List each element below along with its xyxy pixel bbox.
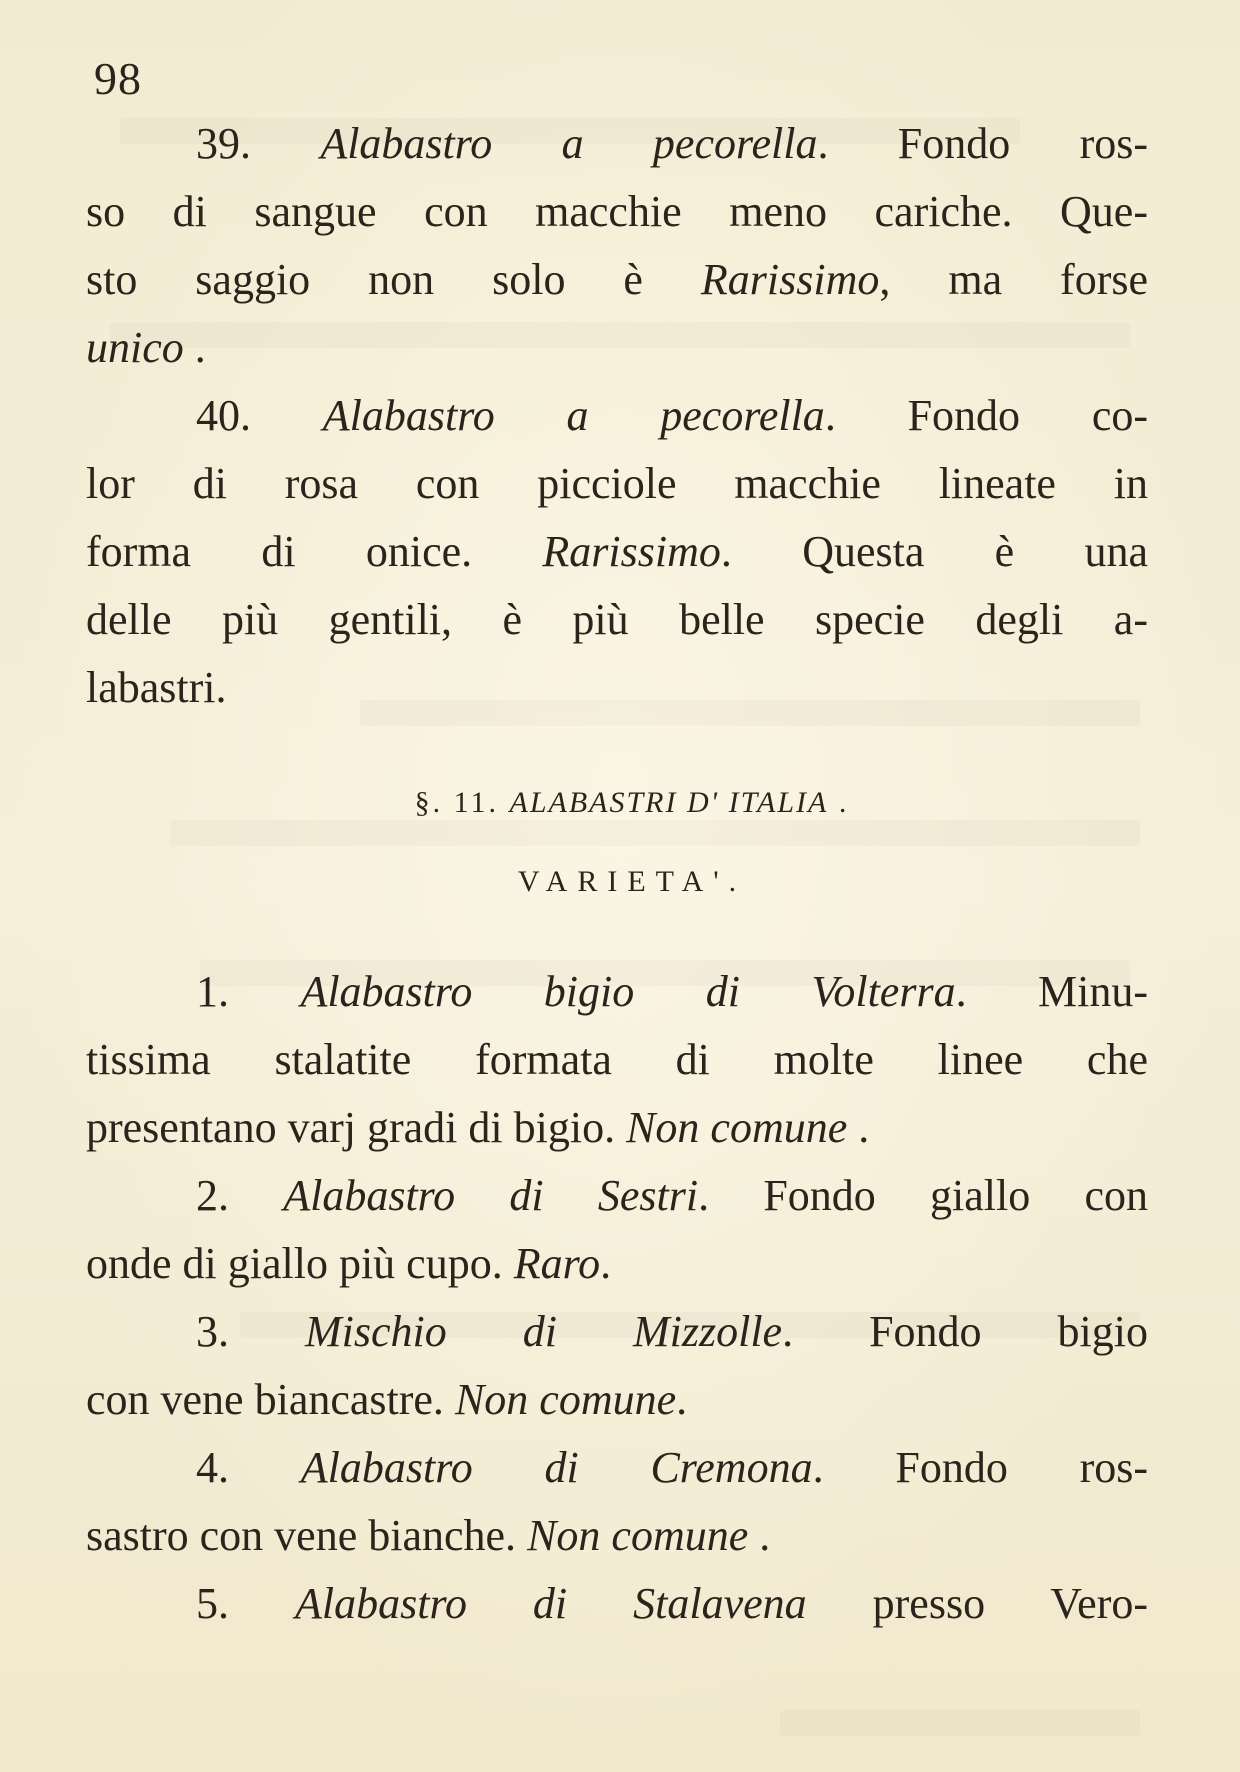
variety-5-line-1: [86, 1570, 1148, 1638]
description-text: con vene biancastre.: [86, 1375, 444, 1424]
description-text: sastro con vene bianche.: [86, 1511, 517, 1560]
description-text: . Fondo ros-: [812, 1443, 1149, 1492]
variety-3-line-1: [86, 1298, 1148, 1366]
description-text: presso Vero-: [872, 1579, 1149, 1628]
description-text: presentano varj gradi di bigio.: [86, 1103, 616, 1152]
punctuation: .: [676, 1375, 688, 1424]
punctuation: .: [194, 323, 206, 372]
emphasis-word: unico: [86, 323, 184, 372]
description-text: . Fondo co-: [824, 391, 1149, 440]
specimen-name: Alabastro a pecorella: [322, 391, 825, 440]
specimen-name: Mischio di Mizzolle: [305, 1307, 783, 1356]
variety-1-line-1: [86, 958, 1148, 1026]
specimen-name: Alabastro di Sestri: [283, 1171, 699, 1220]
page-number: 98: [94, 53, 142, 104]
entry-40-line-4: delle più gentili, è più belle specie degli a-: [86, 595, 1148, 644]
entry-39-line-3: [86, 246, 1148, 314]
entry-40-line-1: [86, 382, 1148, 450]
entry-number: 5.: [196, 1579, 229, 1628]
rarity-label: Raro: [513, 1239, 601, 1288]
description-text: . Minu-: [955, 967, 1149, 1016]
rarity-label: Non comune: [626, 1103, 848, 1152]
entry-number: 40.: [196, 391, 251, 440]
entry-40-line-3: [86, 518, 1148, 586]
description-text: forma di onice.: [86, 527, 473, 576]
variety-4-line-1: [86, 1434, 1148, 1502]
specimen-name: Alabastro bigio di Volterra: [300, 967, 956, 1016]
punctuation: .: [858, 1103, 870, 1152]
specimen-name: Alabastro di Stalavena: [295, 1579, 807, 1628]
variety-2-line-2: [86, 1230, 1148, 1298]
varieties-heading: VARIETA'.: [517, 865, 747, 898]
description-text: sto saggio non solo è: [86, 255, 643, 304]
description-text: . Fondo ros-: [817, 119, 1149, 168]
entry-39-line-2: so di sangue con macchie meno cariche. Que-: [86, 187, 1148, 236]
section-heading: [86, 766, 1148, 840]
rarity-label: Rarissimo: [700, 255, 880, 304]
entry-39-line-4: [86, 314, 1148, 382]
section-title: ALABASTRI D' ITALIA: [509, 786, 829, 819]
punctuation: .: [838, 786, 850, 819]
variety-3-line-2: [86, 1366, 1148, 1434]
punctuation: .: [759, 1511, 771, 1560]
description-text: , ma forse: [879, 255, 1149, 304]
entry-39-line-1: [86, 110, 1148, 178]
entry-number: 3.: [196, 1307, 229, 1356]
entry-40-line-2: lor di rosa con picciole macchie lineate in: [86, 459, 1148, 508]
variety-1-line-3: [86, 1094, 1148, 1162]
rarity-label: Non comune: [527, 1511, 749, 1560]
entry-number: 1.: [196, 967, 229, 1016]
variety-4-line-2: [86, 1502, 1148, 1570]
variety-2-line-1: [86, 1162, 1148, 1230]
entry-number: 2.: [196, 1171, 229, 1220]
rarity-label: Rarissimo: [542, 527, 721, 576]
punctuation: .: [600, 1239, 612, 1288]
specimen-name: Alabastro a pecorella: [320, 119, 818, 168]
description-text: . Fondo bigio: [782, 1307, 1148, 1356]
specimen-name: Alabastro di Cremona: [300, 1443, 813, 1492]
description-text: . Questa è una: [720, 527, 1148, 576]
body-text: [86, 110, 1148, 1638]
variety-1-line-2: tissima stalatite formata di molte linee che: [86, 1035, 1148, 1084]
description-text: . Fondo giallo con: [698, 1171, 1148, 1220]
entry-number: 4.: [196, 1443, 229, 1492]
entry-number: 39.: [196, 119, 251, 168]
section-number: §. 11.: [414, 786, 500, 819]
entry-40-line-5: labastri.: [86, 663, 227, 712]
description-text: onde di giallo più cupo.: [86, 1239, 503, 1288]
rarity-label: Non comune: [454, 1375, 677, 1424]
